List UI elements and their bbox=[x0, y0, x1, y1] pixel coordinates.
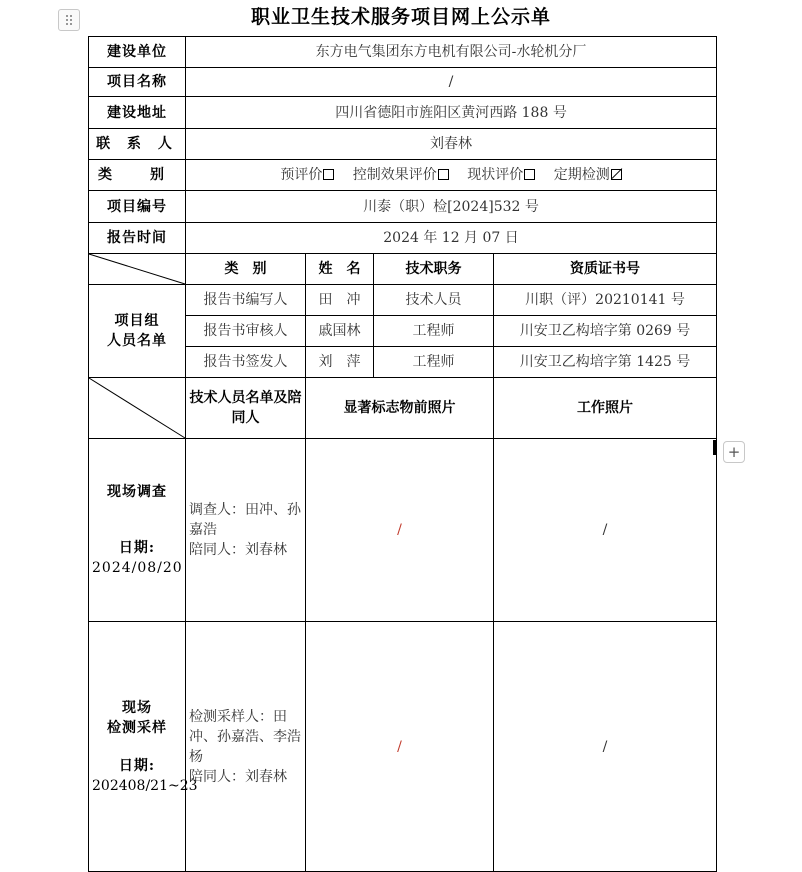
survey-staff[interactable]: 调查人：田冲、孙嘉浩 陪同人：刘春林 bbox=[186, 439, 306, 622]
checkbox-status-evaluation[interactable] bbox=[524, 169, 535, 180]
header-role: 类 别 bbox=[186, 254, 306, 285]
survey-row bbox=[89, 439, 717, 622]
report-date-value[interactable]: 2024 年 12 月 07 日 bbox=[186, 223, 717, 254]
project-name-label: 项目名称 bbox=[89, 68, 186, 97]
row-contact bbox=[89, 129, 717, 160]
sampling-work-photo[interactable]: / bbox=[494, 622, 717, 872]
row-project-no bbox=[89, 191, 717, 223]
unit-value[interactable]: 东方电气集团东方电机有限公司-水轮机分厂 bbox=[186, 37, 717, 68]
project-no-value[interactable]: 川泰（职）检[2024]532 号 bbox=[186, 191, 717, 223]
survey-work-photo[interactable]: / bbox=[494, 439, 717, 622]
survey-label-cell bbox=[89, 439, 186, 622]
person-cert[interactable]: 川安卫乙构培字第 1425 号 bbox=[494, 347, 717, 378]
row-category bbox=[89, 160, 717, 191]
project-name-value[interactable]: / bbox=[186, 68, 717, 97]
report-date-label: 报告时间 bbox=[89, 223, 186, 254]
row-address bbox=[89, 97, 717, 129]
survey-landmark-photo[interactable]: / bbox=[306, 439, 494, 622]
person-name[interactable]: 刘 萍 bbox=[306, 347, 374, 378]
person-cert[interactable]: 川安卫乙构培字第 0269 号 bbox=[494, 316, 717, 347]
survey-label: 现场调查 bbox=[107, 484, 167, 500]
project-no-label: 项目编号 bbox=[89, 191, 186, 223]
row-report-date bbox=[89, 223, 717, 254]
contact-value[interactable]: 刘春林 bbox=[186, 129, 717, 160]
option-control-effect[interactable]: 控制效果评价 bbox=[353, 167, 449, 183]
sampling-date: 202408/21~23 bbox=[92, 777, 198, 794]
survey-date-label: 日期: bbox=[118, 540, 156, 556]
contact-label: 联 系 人 bbox=[89, 129, 186, 160]
survey-date: 2024/08/20 bbox=[92, 560, 183, 576]
checkbox-periodic-testing[interactable] bbox=[611, 169, 622, 180]
plus-icon[interactable]: + bbox=[723, 441, 745, 463]
sampling-label-line2: 检测采样 bbox=[107, 719, 167, 736]
person-title[interactable]: 工程师 bbox=[374, 316, 494, 347]
header-work-photo: 工作照片 bbox=[494, 378, 717, 439]
person-role: 报告书审核人 bbox=[186, 316, 306, 347]
person-title[interactable]: 工程师 bbox=[374, 347, 494, 378]
row-unit bbox=[89, 37, 717, 68]
checkbox-control-effect[interactable] bbox=[438, 169, 449, 180]
person-name[interactable]: 戚国林 bbox=[306, 316, 374, 347]
unit-label: 建设单位 bbox=[89, 37, 186, 68]
category-label: 类 别 bbox=[89, 160, 186, 191]
person-role: 报告书编写人 bbox=[186, 285, 306, 316]
option-status-evaluation[interactable]: 现状评价 bbox=[467, 167, 535, 183]
person-title[interactable]: 技术人员 bbox=[374, 285, 494, 316]
checkbox-pre-evaluation[interactable] bbox=[323, 169, 334, 180]
sampling-label-line1: 现场 bbox=[122, 699, 152, 716]
sampling-date-label: 日期: bbox=[118, 757, 156, 774]
page-title: 职业卫生技术服务项目网上公示单 bbox=[250, 6, 551, 28]
sampling-landmark-photo[interactable]: / bbox=[306, 622, 494, 872]
table-row bbox=[89, 285, 717, 316]
sampling-staff[interactable]: 检测采样人：田冲、孙嘉浩、李浩杨 陪同人：刘春林 bbox=[186, 622, 306, 872]
publicity-form-table bbox=[88, 36, 717, 872]
row-project-name bbox=[89, 68, 717, 97]
category-options bbox=[186, 160, 717, 191]
diagonal-cell bbox=[89, 378, 186, 439]
address-label: 建设地址 bbox=[89, 97, 186, 129]
person-role: 报告书签发人 bbox=[186, 347, 306, 378]
sampling-label-cell bbox=[89, 622, 198, 872]
sampling-row bbox=[89, 622, 717, 872]
person-name[interactable]: 田 冲 bbox=[306, 285, 374, 316]
address-value[interactable]: 四川省德阳市旌阳区黄河西路 188 号 bbox=[186, 97, 717, 129]
header-title: 技术职务 bbox=[374, 254, 494, 285]
header-cert: 资质证书号 bbox=[494, 254, 717, 285]
diagonal-cell bbox=[89, 254, 186, 285]
header-name: 姓 名 bbox=[306, 254, 374, 285]
header-landmark-photo: 显著标志物前照片 bbox=[306, 378, 494, 439]
header-staff-list: 技术人员名单及陪同人 bbox=[186, 378, 306, 439]
photos-header-row bbox=[89, 378, 717, 439]
option-periodic-testing[interactable]: 定期检测 bbox=[554, 167, 622, 183]
team-label: 项目组 人员名单 bbox=[89, 285, 186, 378]
person-cert[interactable]: 川职（评）20210141 号 bbox=[494, 285, 717, 316]
option-pre-evaluation[interactable]: 预评价 bbox=[280, 167, 334, 183]
personnel-header-row bbox=[89, 254, 717, 285]
column-resize-marker[interactable] bbox=[713, 440, 716, 455]
